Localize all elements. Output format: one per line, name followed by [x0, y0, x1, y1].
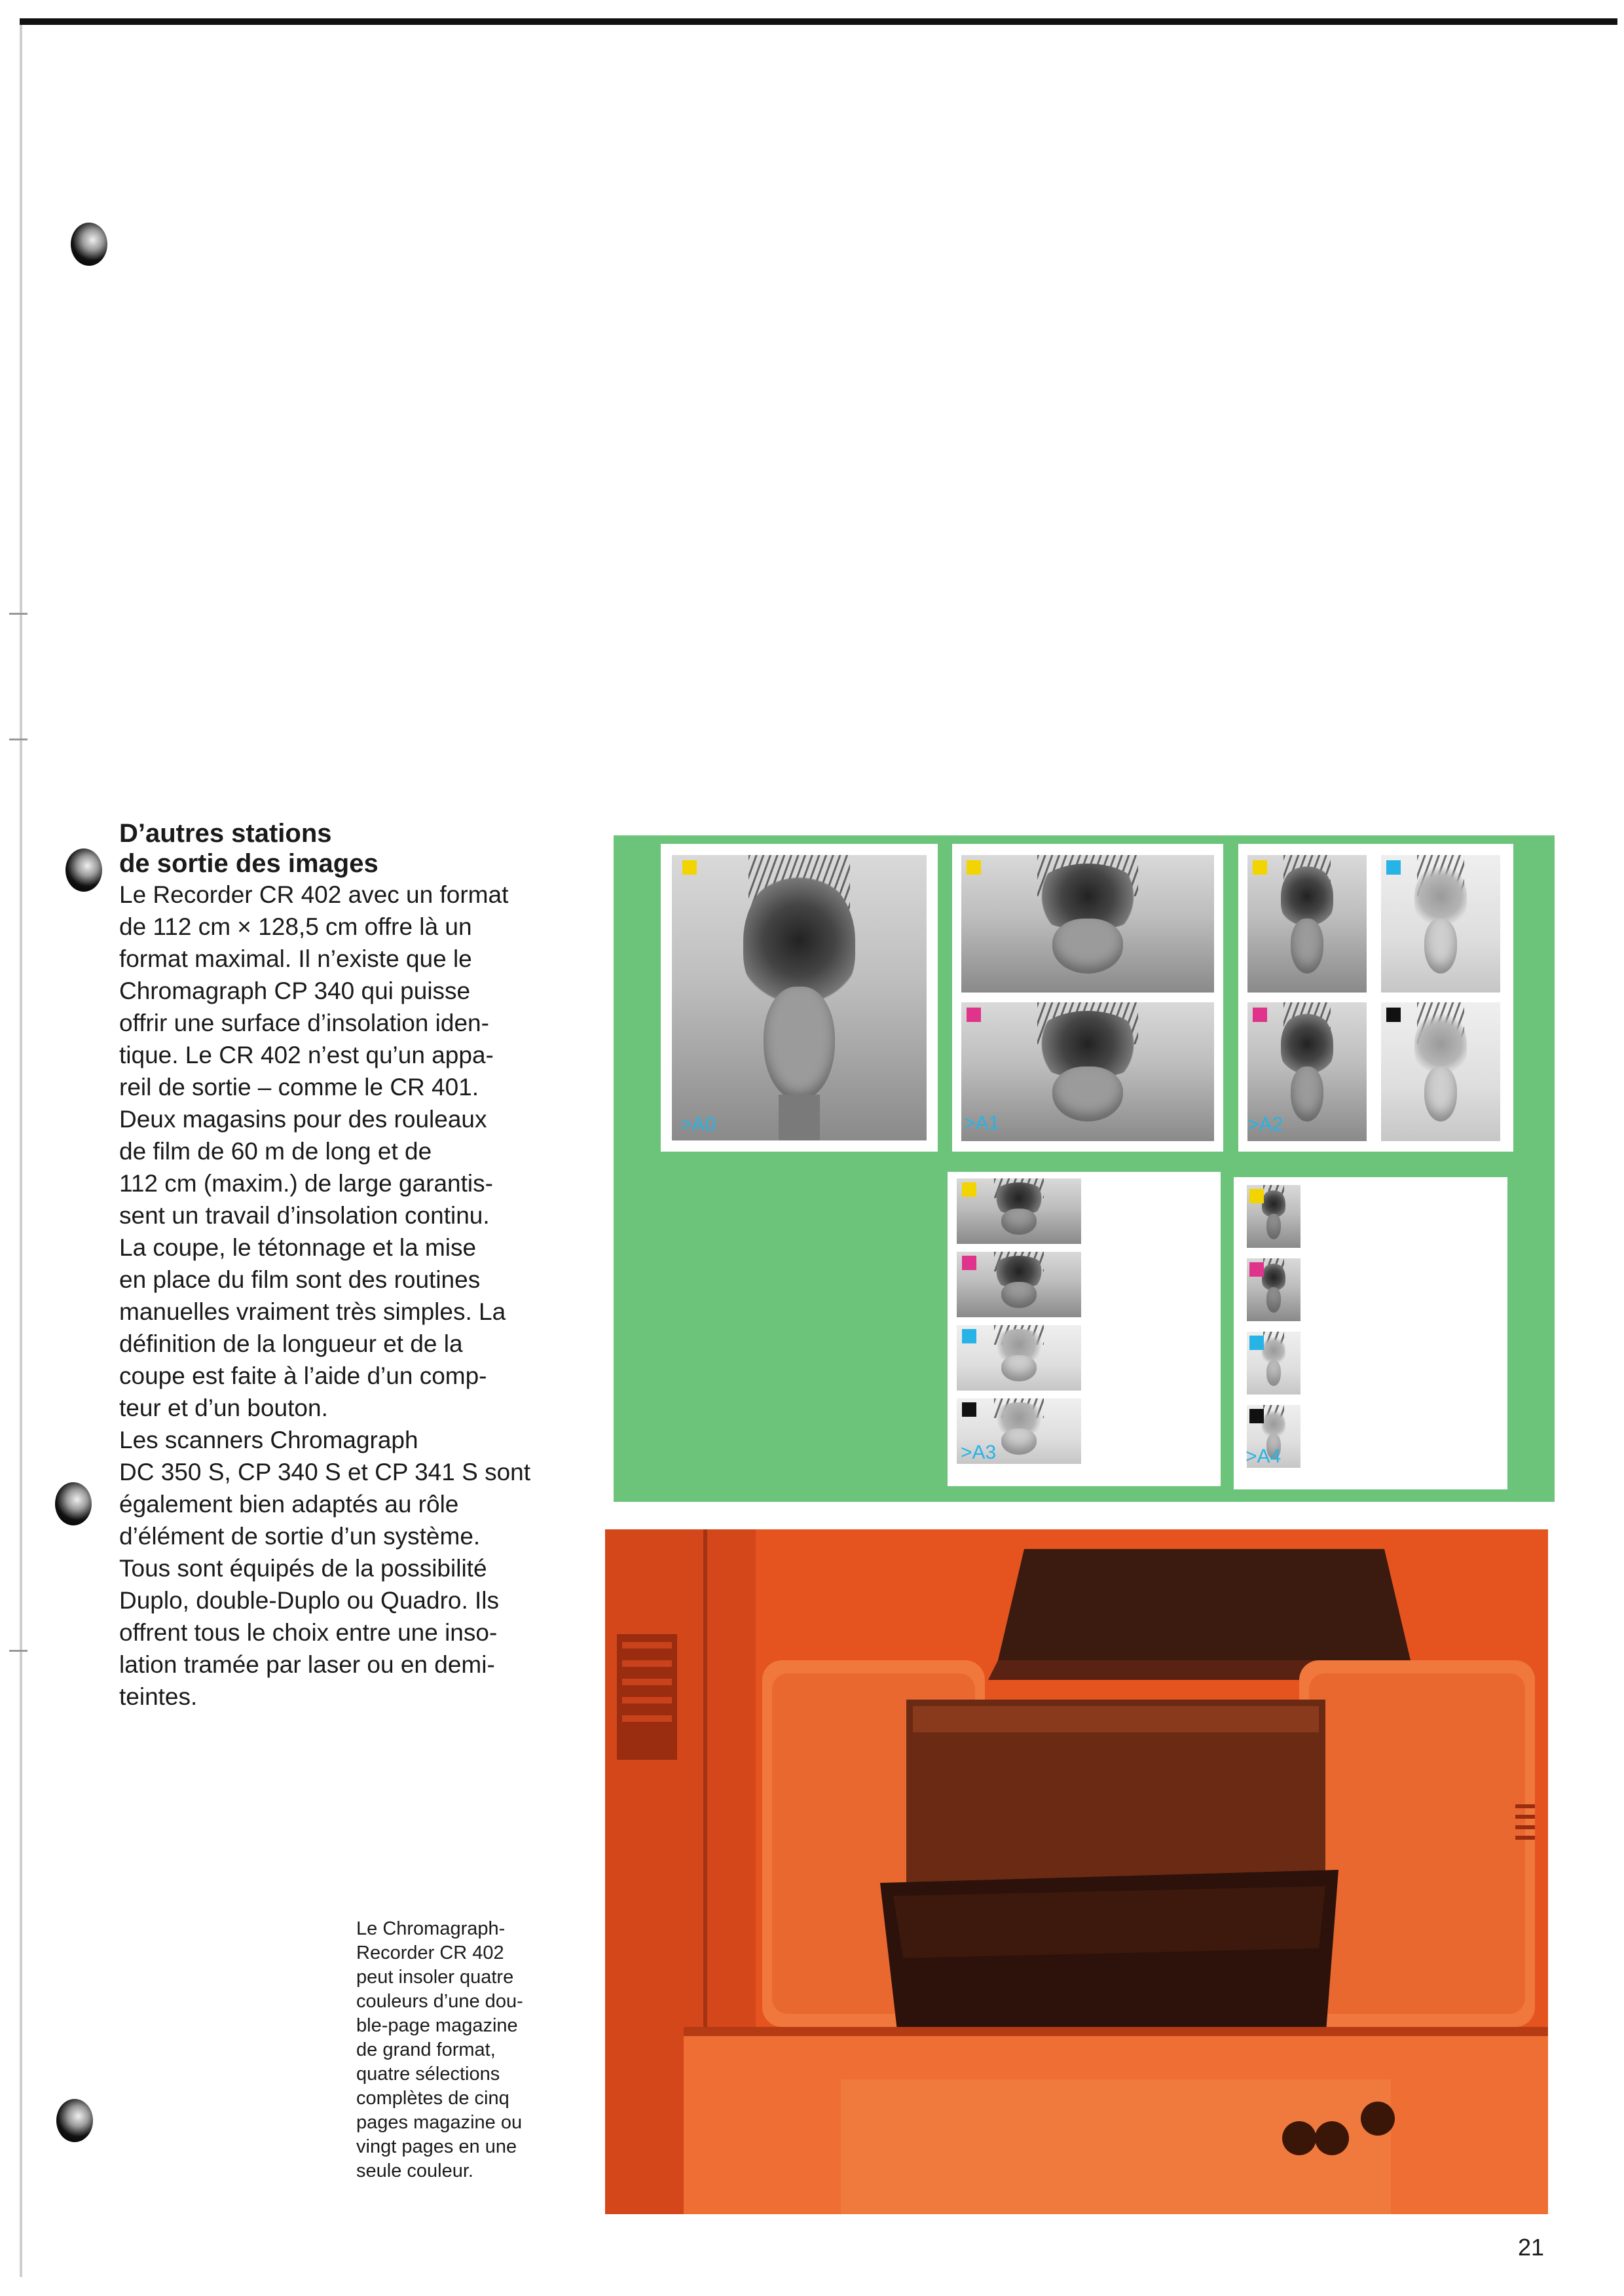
yellow-square-icon [1249, 1189, 1264, 1203]
yellow-square-icon [682, 860, 697, 875]
black-square-icon [1249, 1409, 1264, 1423]
format-label-a3: >A3 [961, 1442, 997, 1463]
article-body: Le Recorder CR 402 avec un format de 112 cm × 128,5 cm offre là un format maximal. Il n’existe que le Chromagraph CP 340 qui puisse offrir une surface d’insolation iden- tique. Le CR 402 n’est qu’un appa- reil de sortie – comme le CR 401. Deux magasins pour des rouleaux de film de 60 m de long et de 112 cm (maxim.) de large garantis- sent un travail d’insolation continu. La coupe, le tétonnage et la mise en place du film sont des routines manuelles vraiment très simples. La définition de la longueur et de la coupe est faite à l’aide d’un comp- teur et d’un bouton. Les scanners Chromagraph DC 350 S, CP 340 S et CP 341 S sont également bien adaptés au rôle d’élément de sortie d’un système. Tous sont équipés de la possibilité Duplo, double-Duplo ou Quadro. Ils offrent tous le choix entre une inso- lation tramée par laser ou en demi- teintes. [119, 881, 531, 1710]
black-square-icon [1386, 1008, 1401, 1022]
format-photo [1381, 1002, 1500, 1141]
black-square-icon [962, 1402, 976, 1417]
format-card-a0 [661, 844, 938, 1152]
format-photo [1247, 855, 1367, 993]
yellow-square-icon [962, 1182, 976, 1197]
binder-hole-icon [56, 2099, 93, 2142]
format-photo [961, 855, 1214, 993]
format-label-a4: >A4 [1246, 1446, 1282, 1467]
article [119, 818, 591, 1713]
format-diagram [614, 835, 1555, 1502]
binder-tick [9, 1650, 28, 1652]
binder-tick [9, 613, 28, 615]
format-card-a2 [1238, 844, 1513, 1152]
format-photo [672, 855, 927, 1140]
magenta-square-icon [1249, 1262, 1264, 1277]
magenta-square-icon [1253, 1008, 1267, 1022]
cyan-square-icon [962, 1329, 976, 1343]
binder-hole-icon [55, 1482, 92, 1525]
article-heading-line1: D’autres stations [119, 819, 332, 848]
yellow-square-icon [1253, 860, 1267, 875]
top-rule [20, 18, 1617, 25]
page-edge [20, 25, 22, 2277]
format-photo [1381, 855, 1500, 993]
article-heading-line2: de sortie des images [119, 849, 378, 878]
format-label-a2: >A2 [1247, 1114, 1283, 1135]
format-label-a1: >A1 [964, 1112, 1000, 1134]
format-card-a3 [948, 1172, 1221, 1486]
page-number: 21 [1518, 2234, 1545, 2261]
format-label-a0: >A0 [680, 1114, 716, 1135]
magenta-square-icon [962, 1256, 976, 1270]
yellow-square-icon [967, 860, 981, 875]
binder-hole-icon [65, 848, 102, 892]
cyan-square-icon [1249, 1336, 1264, 1350]
photo-caption: Le Chromagraph- Recorder CR 402 peut insoler quatre couleurs d’une dou- ble-page magazine de grand format, quatre sélections complètes de cinq pages magazine ou vingt pages en une seule couleur. [356, 1918, 523, 2181]
format-card-a4 [1234, 1177, 1507, 1489]
magenta-square-icon [967, 1008, 981, 1022]
recorder-illustration [605, 1529, 1548, 2214]
recorder-photo [605, 1529, 1548, 2214]
binder-hole-icon [71, 223, 107, 266]
cyan-square-icon [1386, 860, 1401, 875]
binder-tick [9, 738, 28, 740]
format-card-a1 [952, 844, 1223, 1152]
